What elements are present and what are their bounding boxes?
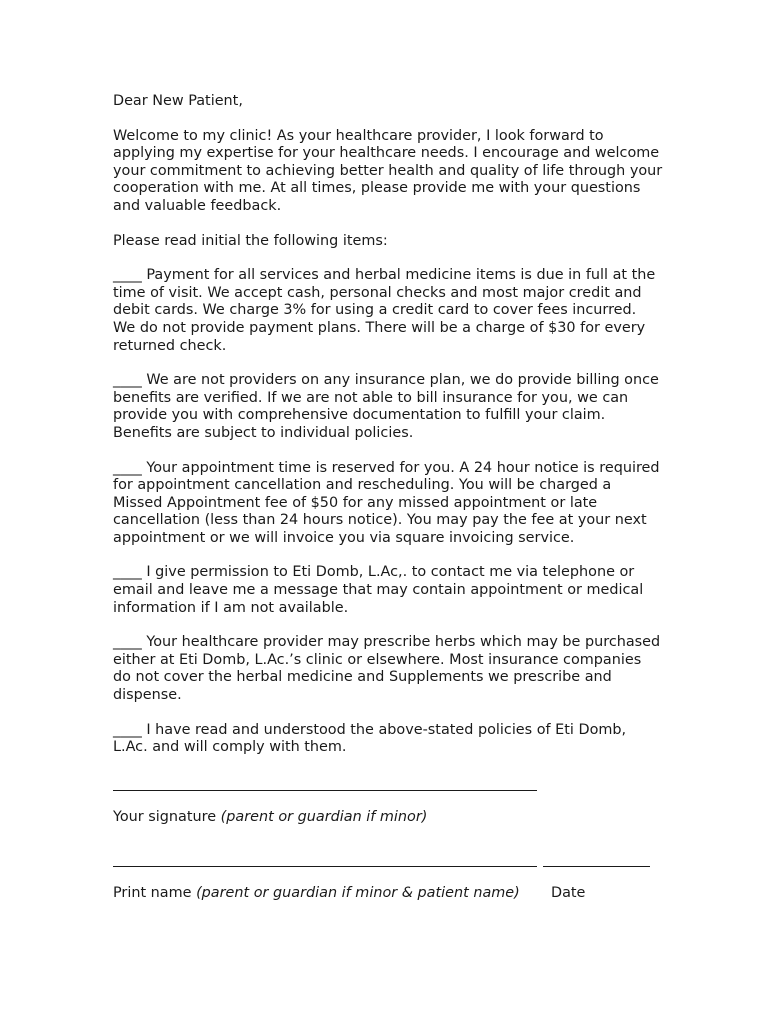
policy-item-contact-permission xyxy=(113,564,663,617)
print-name-line[interactable] xyxy=(113,866,537,867)
instruction-text: Please read initial the following items: xyxy=(113,232,388,249)
policy-item-text: I have read and understood the above-stated policies of Eti Domb, L.Ac. and will comply with them. xyxy=(113,721,627,756)
greeting: Dear New Patient, xyxy=(113,93,243,109)
initial-blank[interactable]: ____ xyxy=(113,459,142,476)
policy-item-appointment xyxy=(113,460,663,548)
signature-label: Your signature (parent or guardian if minor) xyxy=(113,808,428,825)
policy-letter xyxy=(113,93,663,903)
policy-item-text: Payment for all services and herbal medicine items is due in full at the time of visit. We accept cash, personal checks and most major credit and debit cards. We charge 3% for using a credit card to cover fees incurred. We do not provide payment plans. There will be a charge of $30 for every returned check. xyxy=(113,267,656,354)
initial-blank[interactable]: ____ xyxy=(113,267,142,284)
print-name-label: Print name (parent or guardian if minor & patient name) xyxy=(113,885,520,902)
initial-blank[interactable]: ____ xyxy=(113,634,142,651)
policy-item-text: I give permission to Eti Domb, L.Ac,. to contact me via telephone or email and leave me a message that may contain appointment or medical information if I am not available. xyxy=(113,564,644,616)
policy-item-text: Your appointment time is reserved for you. A 24 hour notice is required for appointment cancellation and rescheduling. You will be charged a Missed Appointment fee of $50 for any missed appointment or late cancellation (less than 24 hours notice). You may pay the fee at your next appointment or we will invoice you via square invoicing service. xyxy=(113,459,660,546)
initial-blank[interactable]: ____ xyxy=(113,372,142,389)
signature-line[interactable] xyxy=(113,790,537,791)
policy-item-acknowledgement xyxy=(113,722,663,757)
policy-item-text: Your healthcare provider may prescribe herbs which may be purchased either at Eti Domb, L.Ac.’s clinic or elsewhere. Most insurance companies do not cover the herbal medicine and Supplements we prescribe and dispense. xyxy=(113,634,661,704)
intro-paragraph: Welcome to my clinic! As your healthcare provider, I look forward to applying my expertise for your healthcare needs. I encourage and welcome your commitment to achieving better health and quality of life through your cooperation with me. At all times, please provide me with your questions and valuable feedback. xyxy=(113,127,663,214)
date-label: Date xyxy=(551,885,586,902)
policy-item-payment xyxy=(113,267,663,355)
policy-item-text: We are not providers on any insurance plan, we do provide billing once benefits are verified. If we are not able to bill insurance for you, we can provide you with comprehensive documentation to fulfill your claim. Benefits are subject to individual policies. xyxy=(113,372,659,441)
initial-blank[interactable]: ____ xyxy=(113,564,142,581)
policy-item-herbs xyxy=(113,634,663,704)
date-line[interactable] xyxy=(543,866,650,867)
policy-item-insurance xyxy=(113,372,663,442)
print-name-date-lines xyxy=(113,866,663,867)
print-name-date-labels xyxy=(113,885,663,903)
signature-label-note: (parent or guardian if minor) xyxy=(220,808,428,825)
initial-blank[interactable]: ____ xyxy=(113,721,142,738)
print-name-label-note: (parent or guardian if minor & patient name) xyxy=(196,885,520,902)
